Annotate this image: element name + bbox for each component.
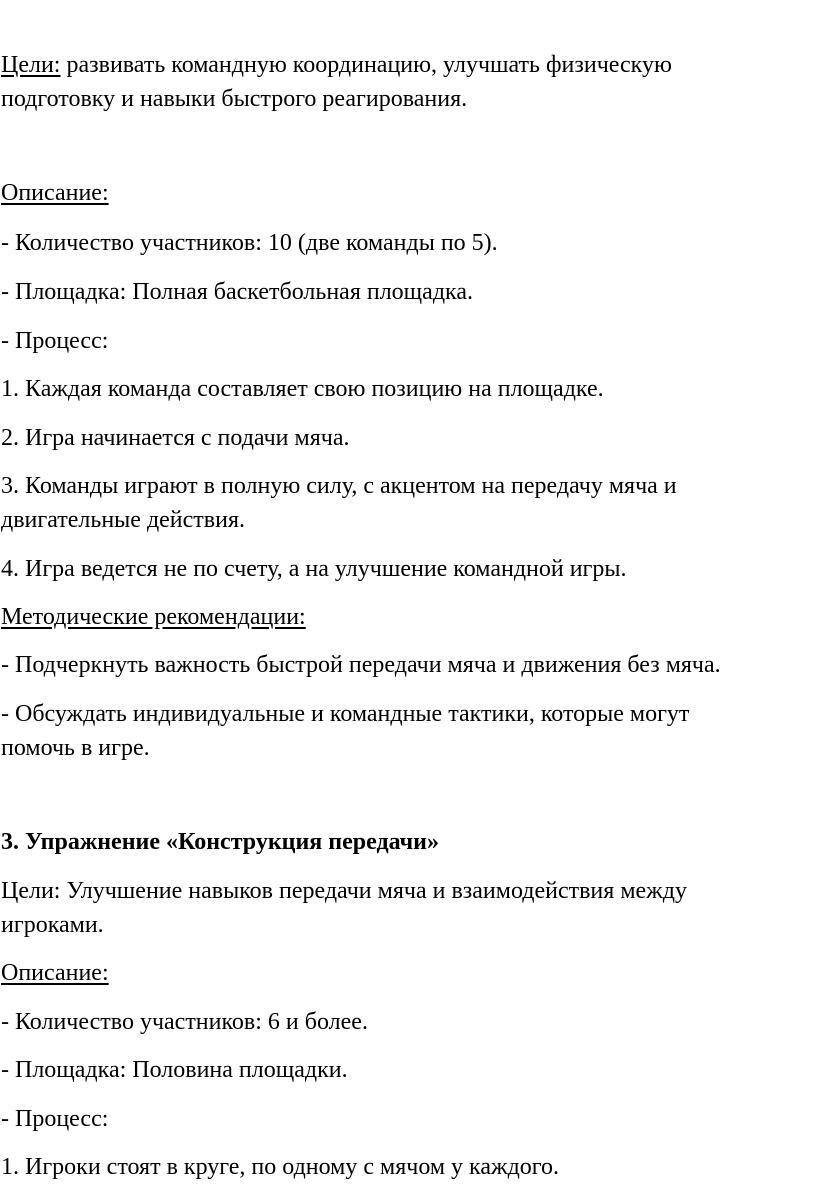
goals-line-2: подготовку и навыки быстрого реагирования.	[1, 86, 468, 112]
participants-line: - Количество участников: 10 (две команды по 5).	[1, 230, 498, 256]
section-3-step-1: 1. Игроки стоят в круге, по одному с мячом у каждого.	[1, 1154, 560, 1180]
method-1: - Подчеркнуть важность быстрой передачи мяча и движения без мяча.	[1, 652, 721, 678]
methods-label: Методические рекомендации:	[1, 604, 306, 630]
section-3-heading: 3. Упражнение «Конструкция передачи»	[1, 829, 439, 855]
method-2-line-1: - Обсуждать индивидуальные и командные тактики, которые могут	[1, 701, 690, 727]
process-line: - Процесс:	[1, 328, 109, 354]
section-3-process: - Процесс:	[1, 1106, 109, 1132]
step-3-line-2: двигательные действия.	[1, 507, 246, 533]
step-3-line-1: 3. Команды играют в полную силу, с акцентом на передачу мяча и	[1, 473, 677, 499]
section-3-goals-line-2: игроками.	[1, 912, 104, 938]
description-label: Описание:	[1, 180, 109, 206]
step-4: 4. Игра ведется не по счету, а на улучшение командной игры.	[1, 556, 627, 582]
method-2-line-2: помочь в игре.	[1, 735, 150, 761]
court-line: - Площадка: Полная баскетбольная площадка.	[1, 279, 473, 305]
goals-text: развивать командную координацию, улучшать физическую	[60, 52, 672, 78]
step-2: 2. Игра начинается с подачи мяча.	[1, 425, 350, 451]
goals-line-1	[1, 48, 672, 82]
section-3-court: - Площадка: Половина площадки.	[1, 1057, 348, 1083]
section-3-goals-line-1: Цели: Улучшение навыков передачи мяча и взаимодействия между	[1, 878, 687, 904]
step-1: 1. Каждая команда составляет свою позицию на площадке.	[1, 376, 604, 402]
goals-label: Цели:	[1, 52, 61, 78]
section-3-description-label: Описание:	[1, 960, 109, 986]
section-3-participants: - Количество участников: 6 и более.	[1, 1009, 368, 1035]
